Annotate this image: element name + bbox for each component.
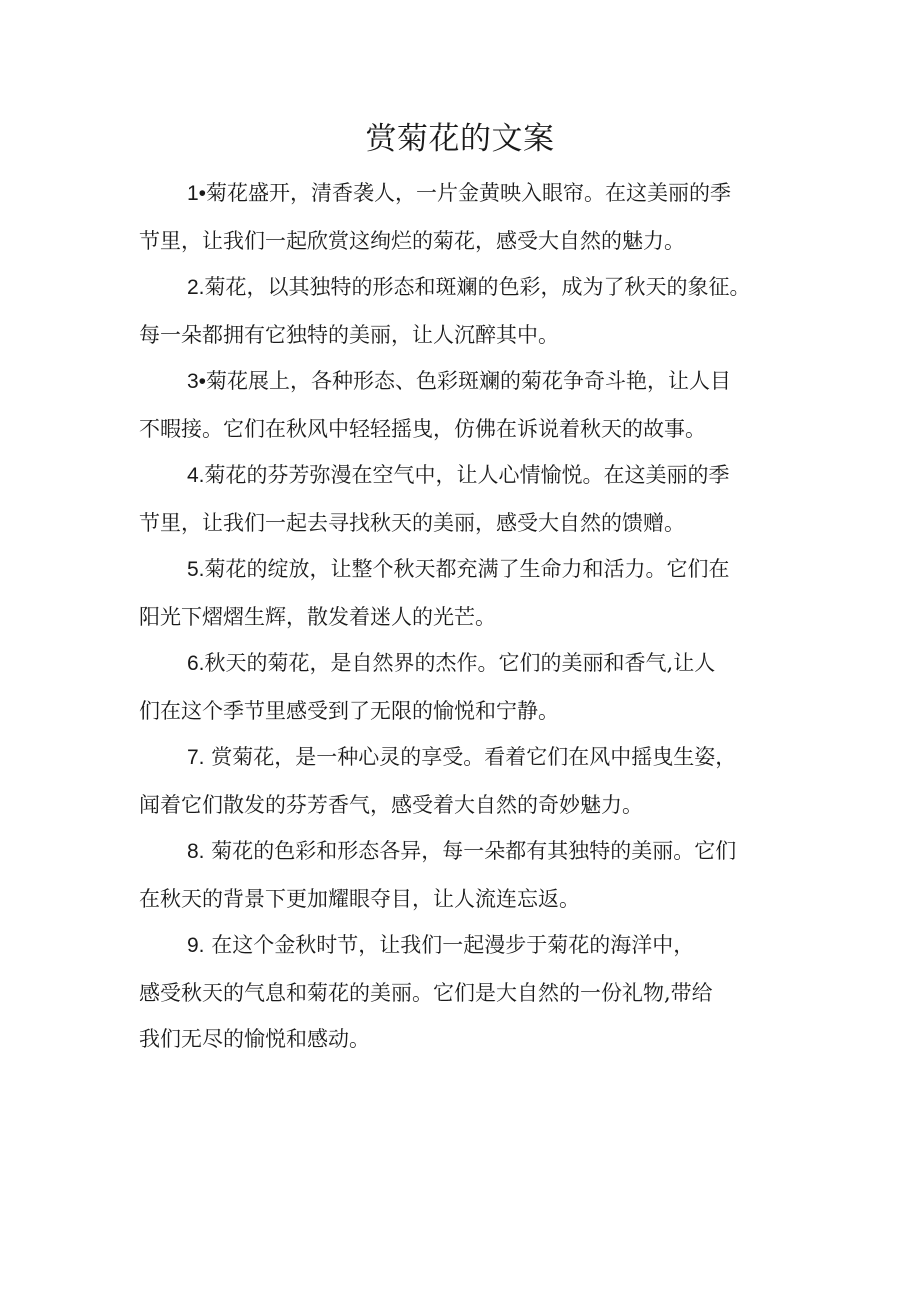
- paragraph-number: 5.: [187, 558, 205, 581]
- paragraph-8: [139, 828, 799, 922]
- paragraph-text: 菊花的芬芳弥漫在空气中，让人心情愉悦。在这美丽的季: [204, 463, 730, 487]
- paragraph-line: [139, 452, 799, 500]
- paragraph-line: 我们无尽的愉悦和感动。: [139, 1027, 370, 1051]
- paragraph-6: [139, 640, 799, 734]
- paragraph-line: 节里，让我们一起欣赏这绚烂的菊花，感受大自然的魅力。: [139, 228, 685, 253]
- paragraph-line: 节里，让我们一起去寻找秋天的美丽，感受大自然的馈赠。: [139, 510, 685, 535]
- paragraph-text: 在这个金秋时节，让我们一起漫步于菊花的海洋中，: [204, 933, 695, 957]
- paragraph-line: [139, 358, 799, 406]
- paragraph-text: 菊花展上，各种形态、色彩斑斓的菊花争奇斗艳，让人目: [206, 369, 732, 393]
- paragraph-line: [139, 640, 799, 688]
- paragraph-line: 在秋天的背景下更加耀眼夺目，让人流连忘返。: [139, 886, 580, 911]
- paragraph-line: [139, 734, 799, 782]
- paragraph-text: 菊花，以其独特的形态和斑斓的色彩，成为了秋天的象征。: [204, 275, 751, 299]
- paragraph-line: [139, 546, 799, 594]
- paragraph-5: [139, 546, 799, 640]
- paragraph-number: 9.: [187, 934, 205, 957]
- paragraph-line: 们在这个季节里感受到了无限的愉悦和宁静。: [139, 698, 559, 723]
- paragraph-number: 3•: [187, 370, 207, 393]
- paragraph-text: 菊花盛开，清香袭人，一片金黄映入眼帘。在这美丽的季: [206, 181, 732, 205]
- paragraph-text: 赏菊花，是一种心灵的享受。看着它们在风中摇曳生姿，: [204, 745, 737, 769]
- paragraph-text: 菊花的绽放，让整个秋天都充满了生命力和活力。它们在: [204, 557, 730, 581]
- paragraph-4: [139, 452, 799, 546]
- paragraph-number: 7.: [187, 746, 205, 769]
- paragraph-7: [139, 734, 799, 828]
- paragraph-line: [139, 828, 799, 876]
- paragraph-1: [139, 170, 799, 264]
- paragraph-line: [139, 264, 799, 312]
- paragraph-text: 秋天的菊花，是自然界的杰作。它们的美丽和香气,让人: [204, 651, 716, 675]
- paragraph-line: [139, 170, 799, 218]
- paragraph-3: [139, 358, 799, 452]
- paragraph-line: 感受秋天的气息和菊花的美丽。它们是大自然的一份礼物,带给: [139, 980, 713, 1005]
- paragraph-line: 闻着它们散发的芬芳香气，感受着大自然的奇妙魅力。: [139, 792, 643, 817]
- paragraph-number: 8.: [187, 840, 205, 863]
- document-body: [139, 170, 799, 1063]
- paragraph-line: 阳光下熠熠生辉，散发着迷人的光芒。: [139, 604, 496, 629]
- document-title: 赏菊花的文案: [365, 121, 555, 157]
- paragraph-text: 菊花的色彩和形态各异，每一朵都有其独特的美丽。它们: [204, 839, 737, 863]
- paragraph-line: 不暇接。它们在秋风中轻轻摇曳，仿佛在诉说着秋天的故事。: [139, 416, 706, 441]
- paragraph-number: 1•: [187, 182, 207, 205]
- paragraph-2: [139, 264, 799, 358]
- paragraph-number: 4.: [187, 464, 205, 487]
- paragraph-number: 2.: [187, 276, 205, 299]
- paragraph-line: [139, 922, 799, 970]
- paragraph-line: 每一朵都拥有它独特的美丽，让人沉醉其中。: [139, 322, 559, 347]
- paragraph-9: [139, 922, 799, 1063]
- paragraph-number: 6.: [187, 652, 205, 675]
